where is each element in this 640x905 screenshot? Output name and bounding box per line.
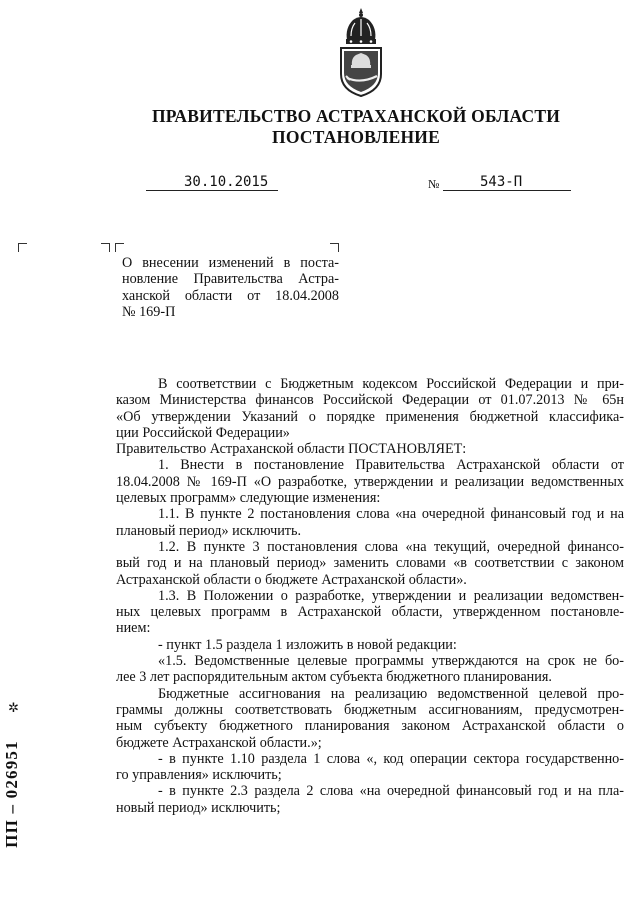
body-line: плановый период» исключить. [116,522,302,539]
number-underline [443,190,571,191]
body-line: казом Министерства финансов Российской Федерации от 01.07.2013 № 65н [116,392,624,409]
body-line: новый период» исключить; [116,799,281,816]
document-body [116,376,624,816]
body-line: 1. Внести в постановление Правительства Астраханской области от [158,457,624,474]
body-line: - в пункте 2.3 раздела 2 слова «на очередной финансовый год и на пла- [158,783,624,800]
subject-line: новление Правительства Астра- [122,271,339,288]
government-title: ПРАВИТЕЛЬСТВО АСТРАХАНСКОЙ ОБЛАСТИ [151,106,561,126]
date-underline [146,190,278,191]
corner-mark-top-left [18,243,27,252]
body-line: целевых программ» следующие изменения: [116,490,381,507]
body-line: го управления» исключить; [116,767,282,784]
body-line: Астраханской области о бюджете Астраханской области». [116,571,467,588]
body-line: «1.5. Ведомственные целевые программы утверждаются на срок не бо- [158,653,624,670]
serial-number: ПП – 026951 [2,740,21,848]
body-line: - пункт 1.5 раздела 1 изложить в новой редакции: [158,636,457,653]
subject-line: № 169-П [122,303,176,320]
body-line: нием: [116,620,151,637]
body-line: 1.1. В пункте 2 постановления слова «на очередной финансовый год и на [158,506,624,523]
subject-line: ханской области от 18.04.2008 [122,287,339,304]
body-line: 1.3. В Положении о разработке, утверждении и реализации ведомствен- [158,587,624,604]
document-subject [122,255,339,320]
body-line: лее 3 лет распорядительным актом субъекта бюджетного планирования. [116,669,552,686]
document-date: 30.10.2015 [184,174,269,190]
document-number: 543-П [480,174,523,190]
body-line: 18.04.2008 № 169-П «О разработке, утверждении и реализации ведомственных [116,473,624,490]
body-line: ции Российской Федерации» [116,424,290,441]
body-line: бюджете Астраханской области.»; [116,734,322,751]
corner-mark-subject-end [330,243,339,252]
body-line: вый год и на плановый период» заменить словами «в соответствии с законом [116,555,624,572]
body-line: ных целевых программ в Астраханской области, утвержденном постановле- [116,604,624,621]
body-line: 1.2. В пункте 3 постановления слова «на текущий, очередной финансо- [158,538,624,555]
asterisk-icon: ✲ [8,700,19,715]
body-line: «Об утверждении Указаний о порядке применения бюджетной классифика- [116,408,624,425]
document-type-title: ПОСТАНОВЛЕНИЕ [272,127,440,147]
number-sign: № [428,177,440,191]
subject-line: О внесении изменений в поста- [122,255,339,271]
corner-mark-subject-start [115,243,124,252]
body-line: В соответствии с Бюджетным кодексом Российской Федерации и при- [158,376,624,392]
corner-mark-left-end [101,243,110,252]
body-line: Бюджетные ассигнования на реализацию ведомственной целевой про- [158,685,624,702]
body-line: - в пункте 1.10 раздела 1 слова «, код операции сектора государственно- [158,750,624,767]
serial-number-margin [2,700,28,884]
coat-of-arms-icon [335,6,387,98]
body-line: ным субъекту бюджетного планирования законом Астраханской области о [116,718,624,735]
body-line: Правительство Астраханской области ПОСТАНОВЛЯЕТ: [116,441,467,458]
body-line: граммы должны соответствовать бюджетным ассигнованиям, предусмотрен- [116,701,624,718]
